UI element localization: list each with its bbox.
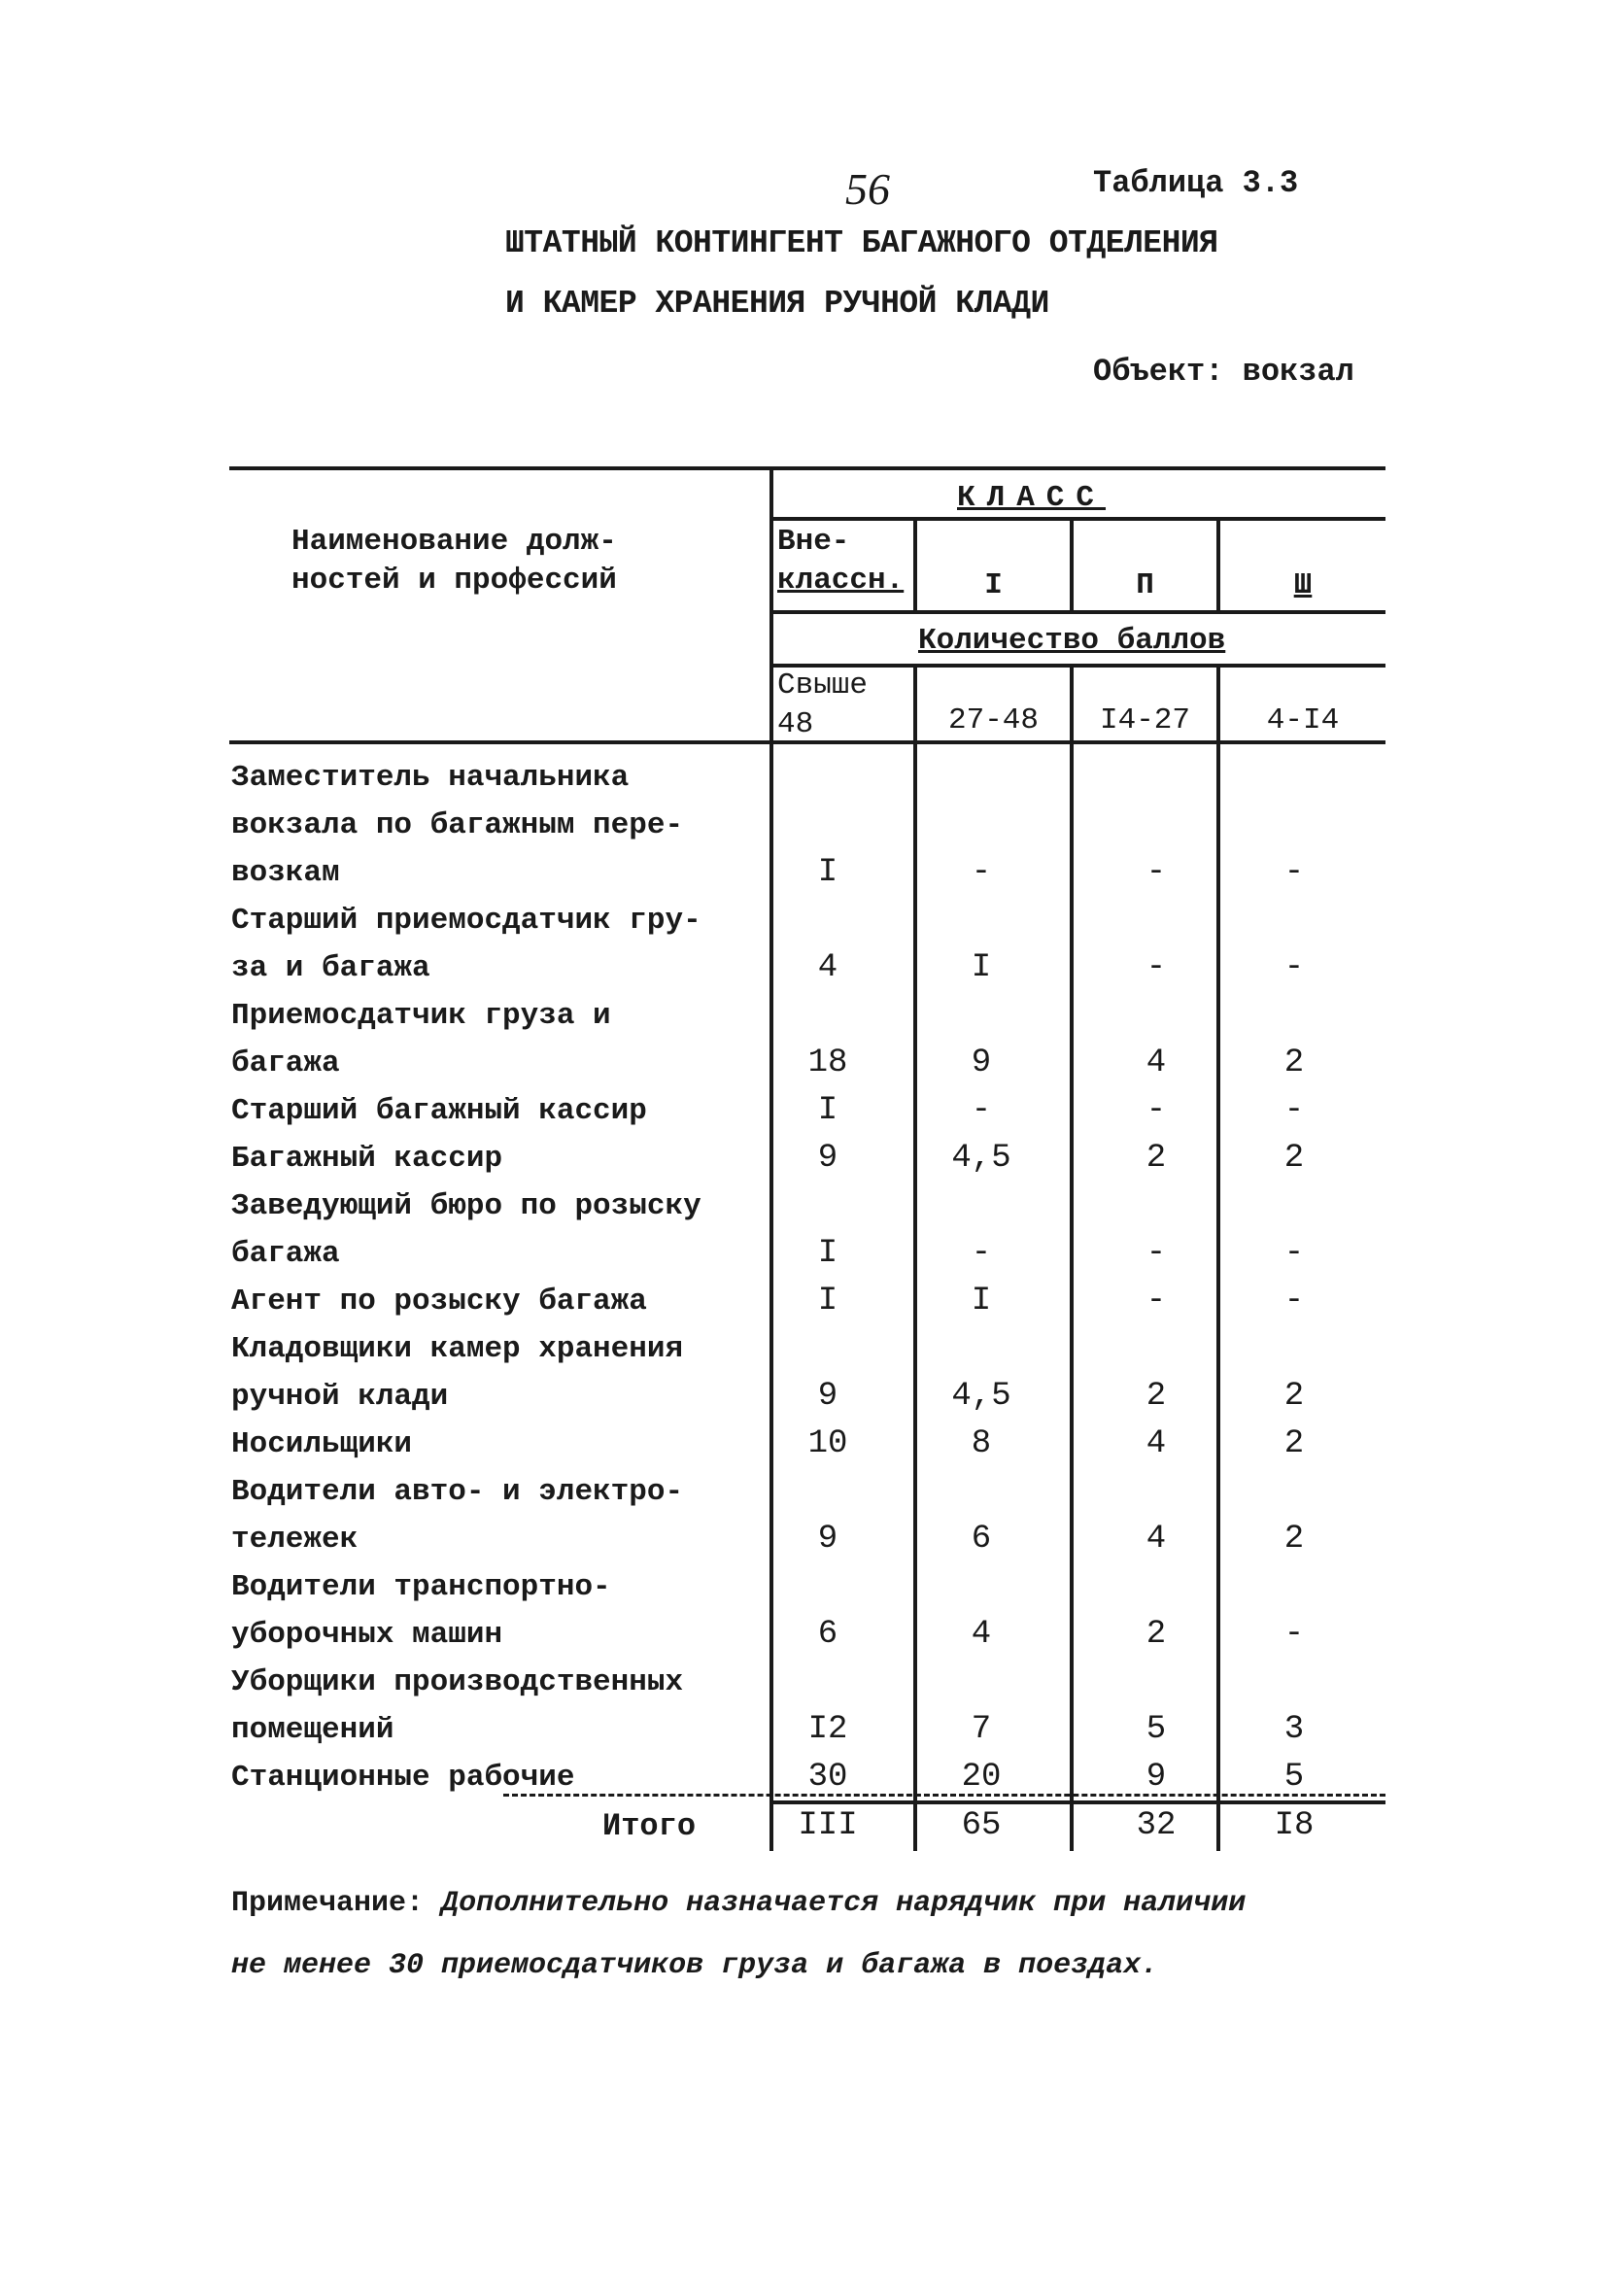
row-value-class-1: 9	[971, 1045, 992, 1081]
table-row	[0, 1040, 1607, 1087]
row-value-class-1: -	[971, 1235, 992, 1272]
row-value-class-1: -	[971, 1092, 992, 1129]
header-position-name	[291, 523, 729, 600]
total-label: Итого	[602, 1808, 697, 1844]
row-value-vne: I2	[807, 1711, 848, 1748]
row-position-name: Багажный кассир	[231, 1142, 503, 1176]
table-row	[0, 1325, 1607, 1373]
row-value-class-1: 4,5	[951, 1140, 1011, 1177]
row-position-name: Приемосдатчик груза и	[231, 999, 611, 1033]
table-row	[0, 1516, 1607, 1563]
header-class-1: I	[984, 568, 1003, 602]
row-value-vne: 9	[817, 1378, 838, 1415]
table-row	[0, 802, 1607, 849]
table-row	[0, 1468, 1607, 1516]
table-row	[0, 754, 1607, 802]
row-position-name: помещений	[231, 1713, 394, 1747]
object-line: Объект: вокзал	[1093, 354, 1354, 390]
row-position-name: Водители транспортно-	[231, 1570, 611, 1604]
title-line-1: ШТАТНЫЙ КОНТИНГЕНТ БАГАЖНОГО ОТДЕЛЕНИЯ	[505, 225, 1218, 261]
row-value-class-1: 8	[971, 1425, 992, 1462]
table-row	[0, 1135, 1607, 1182]
note-text-1: Дополнительно назначается нарядчик при наличии	[441, 1887, 1247, 1920]
header-class-3: Ш	[1293, 568, 1313, 602]
row-value-class-3: 2	[1283, 1521, 1305, 1558]
row-value-vne: 9	[817, 1140, 838, 1177]
row-value-class-3: 2	[1283, 1425, 1305, 1462]
row-value-class-3: -	[1283, 1235, 1305, 1272]
row-value-class-2: -	[1145, 1092, 1167, 1129]
row-value-class-2: 5	[1145, 1711, 1167, 1748]
row-value-class-3: 2	[1283, 1045, 1305, 1081]
row-value-class-1: 7	[971, 1711, 992, 1748]
row-value-class-2: 4	[1145, 1425, 1167, 1462]
total-class-1: 65	[961, 1807, 1002, 1844]
table-row	[0, 1706, 1607, 1754]
row-value-class-1: -	[971, 854, 992, 891]
row-value-vne: 30	[807, 1759, 848, 1796]
row-value-class-2: 4	[1145, 1521, 1167, 1558]
row-value-class-3: -	[1283, 854, 1305, 891]
table-row	[0, 1278, 1607, 1325]
row-position-name: багажа	[231, 1046, 340, 1080]
row-value-class-1: 6	[971, 1521, 992, 1558]
table-row	[0, 1563, 1607, 1611]
total-class-3: I8	[1274, 1807, 1315, 1844]
title-line-2: И КАМЕР ХРАНЕНИЯ РУЧНОЙ КЛАДИ	[505, 286, 1049, 322]
header-svyshe-line-2: 48	[777, 707, 814, 741]
row-value-class-1: I	[971, 949, 992, 986]
total-vne: III	[798, 1807, 858, 1844]
row-value-class-1: 4,5	[951, 1378, 1011, 1415]
table-row	[0, 849, 1607, 897]
header-klass: КЛАСС	[957, 481, 1107, 515]
table-row	[0, 1754, 1607, 1801]
table-row	[0, 897, 1607, 944]
table-row	[0, 992, 1607, 1040]
row-value-vne: I	[817, 1283, 838, 1319]
header-svyshe	[777, 667, 868, 744]
row-position-name: Уборщики производственных	[231, 1665, 684, 1699]
row-value-class-2: 2	[1145, 1616, 1167, 1653]
table-row	[0, 1659, 1607, 1706]
table-row	[0, 1087, 1607, 1135]
row-position-name: за и багажа	[231, 951, 430, 985]
header-name-line-2: ностей и профессий	[291, 564, 617, 598]
row-value-vne: 9	[817, 1521, 838, 1558]
row-value-class-3: -	[1283, 1283, 1305, 1319]
row-value-class-3: -	[1283, 1092, 1305, 1129]
header-range-2: I4-27	[1099, 703, 1190, 737]
row-value-class-1: I	[971, 1283, 992, 1319]
table-row	[0, 1421, 1607, 1468]
row-position-name: вокзала по багажным пере-	[231, 808, 684, 842]
row-value-vne: I	[817, 1235, 838, 1272]
row-position-name: багажа	[231, 1237, 340, 1271]
row-value-class-2: 2	[1145, 1140, 1167, 1177]
table-row	[0, 1373, 1607, 1421]
header-vne-line-1: Вне-	[777, 525, 850, 559]
row-value-class-3: -	[1283, 949, 1305, 986]
roman-under-rule	[772, 610, 1385, 614]
row-value-vne: I	[817, 1092, 838, 1129]
row-position-name: Агент по розыску багажа	[231, 1285, 647, 1319]
table-row	[0, 1182, 1607, 1230]
table-row	[0, 944, 1607, 992]
row-value-vne: I	[817, 854, 838, 891]
table-row	[0, 1611, 1607, 1659]
header-range-3: 4-I4	[1266, 703, 1340, 737]
row-value-class-2: 9	[1145, 1759, 1167, 1796]
header-range-1: 27-48	[947, 703, 1039, 737]
row-value-class-2: 4	[1145, 1045, 1167, 1081]
row-position-name: уборочных машин	[231, 1618, 503, 1652]
total-class-2: 32	[1136, 1807, 1177, 1844]
row-position-name: Кладовщики камер хранения	[231, 1332, 684, 1366]
note-text-2: не менее 30 приемосдатчиков груза и багажа в поездах.	[231, 1949, 1159, 1982]
row-value-class-3: 2	[1283, 1140, 1305, 1177]
row-value-class-1: 4	[971, 1616, 992, 1653]
row-value-class-3: 3	[1283, 1711, 1305, 1748]
note-line-1	[231, 1887, 1246, 1920]
header-vne-line-2: классн.	[777, 564, 905, 598]
header-name-line-1: Наименование долж-	[291, 525, 617, 559]
note-line-2	[231, 1949, 1158, 1982]
row-position-name: Заведующий бюро по розыску	[231, 1189, 701, 1223]
row-position-name: Старший приемосдатчик гру-	[231, 904, 701, 938]
row-value-class-3: 2	[1283, 1378, 1305, 1415]
header-svyshe-line-1: Свыше	[777, 668, 869, 703]
row-value-class-2: -	[1145, 949, 1167, 986]
row-position-name: Носильщики	[231, 1427, 413, 1461]
row-position-name: Станционные рабочие	[231, 1761, 575, 1795]
header-score-title: Количество баллов	[918, 624, 1226, 658]
row-value-class-3: 5	[1283, 1759, 1305, 1796]
row-position-name: ручной клади	[231, 1380, 449, 1414]
row-value-vne: 4	[817, 949, 838, 986]
row-value-vne: 18	[807, 1045, 848, 1081]
header-class-2: П	[1136, 568, 1154, 602]
table-top-rule	[229, 466, 1385, 470]
row-value-vne: 10	[807, 1425, 848, 1462]
row-position-name: Водители авто- и электро-	[231, 1475, 684, 1509]
row-value-class-2: -	[1145, 1235, 1167, 1272]
row-value-class-1: 20	[961, 1759, 1002, 1796]
row-value-class-3: -	[1283, 1616, 1305, 1653]
row-value-class-2: 2	[1145, 1378, 1167, 1415]
page-number: 56	[845, 164, 890, 214]
row-position-name: Заместитель начальника	[231, 761, 630, 795]
row-value-class-2: -	[1145, 854, 1167, 891]
row-value-class-2: -	[1145, 1283, 1167, 1319]
row-position-name: возкам	[231, 856, 340, 890]
row-position-name: тележек	[231, 1523, 359, 1557]
row-value-vne: 6	[817, 1616, 838, 1653]
note-label: Примечание:	[231, 1887, 425, 1920]
table-label: Таблица 3.3	[1093, 165, 1299, 201]
row-position-name: Старший багажный кассир	[231, 1094, 647, 1128]
header-vne-klass	[777, 523, 904, 600]
table-row	[0, 1230, 1607, 1278]
